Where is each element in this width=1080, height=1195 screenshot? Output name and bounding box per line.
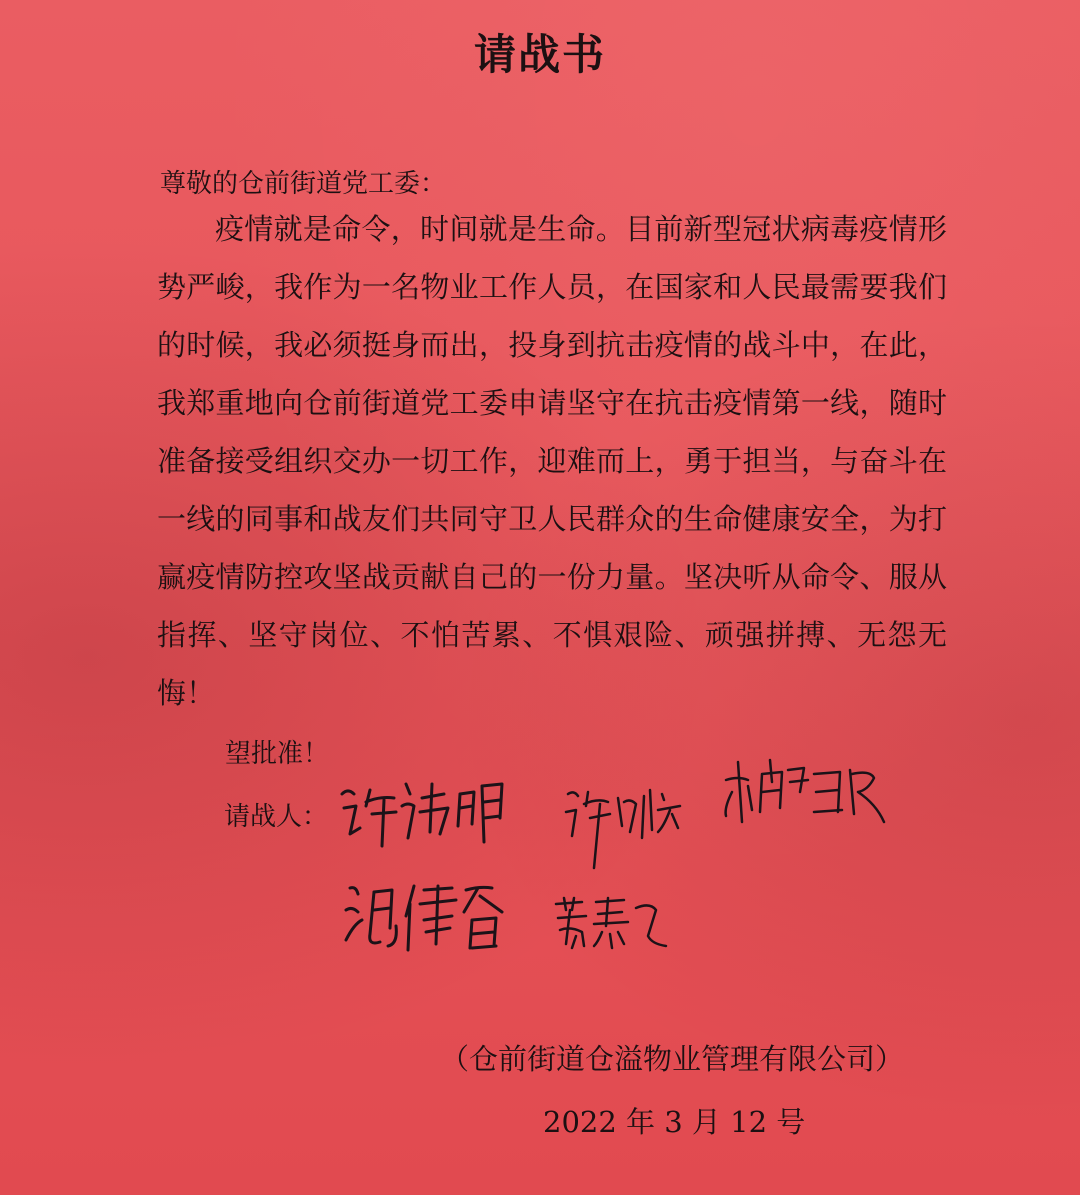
signature-3 (718, 752, 888, 832)
approval-request: 望批准！ (225, 739, 330, 769)
salutation: 尊敬的仓前街道党工委： (160, 169, 447, 199)
signature-2 (560, 780, 690, 875)
signers-label: 请战人： (224, 802, 329, 832)
signature-1 (336, 772, 511, 852)
signature-4 (340, 876, 515, 956)
document-date: 2022 年 3 月 12 号 (543, 1105, 806, 1139)
body-paragraph: 疫情就是命令，时间就是生命。目前新型冠状病毒疫情形势严峻，我作为一名物业工作人员，在国家和人民最需要我们的时候，我必须挺身而出，投身到抗击疫情的战斗中，在此，我郑重地向仓前街道党工委申请坚守在抗击疫情第一线，随时准备接受组织交办一切工作，迎难而上，勇于担当，与奋斗在一线的同事和战友们共同守卫人民群众的生命健康安全，为打赢疫情防控攻坚战贡献自己的一份力量。坚决听从命令、服从指挥、坚守岗位、不怕苦累、不惧艰险、顽强拼搏、无怨无悔！ (157, 212, 947, 710)
document-title: 请战书 (473, 30, 606, 79)
company-name: （仓前街道仓溢物业管理有限公司） (440, 1042, 905, 1076)
signature-5 (552, 896, 670, 952)
